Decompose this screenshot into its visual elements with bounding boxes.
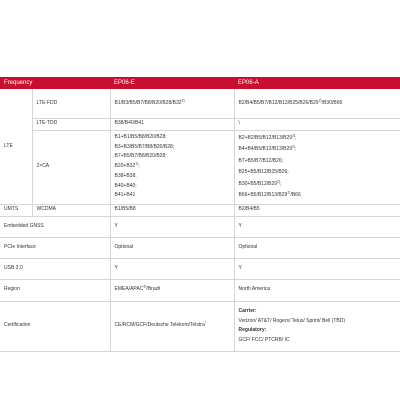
ca-a-note: 2) bbox=[287, 190, 291, 195]
lte-ca-label: 2×CA bbox=[32, 130, 110, 204]
row-lte-ca bbox=[0, 130, 400, 204]
lte-ca-ep06-a bbox=[234, 130, 400, 204]
umts-label: UMTS bbox=[0, 204, 32, 216]
ca-e-line: $B20+B32^{1)}$; bbox=[114, 161, 140, 170]
pcie-ep06-e: Optional bbox=[110, 237, 234, 258]
ca-a-line-text: B4+B4/B5/B12/B13/B29 bbox=[238, 146, 293, 152]
ca-a-line-text: B30+B5/B12/B29 bbox=[238, 180, 278, 187]
lte-fdd-a-text-end: /B30/B66 bbox=[321, 99, 343, 106]
ca-a-line-end: /B66 bbox=[290, 192, 301, 198]
header-ep06-e: EP06-E bbox=[110, 77, 234, 89]
ca-e-line-text: B20+B32 bbox=[114, 163, 136, 170]
cert-carrier-label: Carrier: bbox=[238, 308, 257, 314]
header-row bbox=[0, 77, 400, 89]
row-lte-tdd bbox=[0, 118, 400, 130]
ca-a-line: B25+B5/B12/B25/B26; bbox=[238, 169, 289, 175]
ca-a-line-end: ; bbox=[280, 180, 282, 187]
usb-label: USB 3.0 bbox=[0, 258, 110, 279]
spec-table bbox=[0, 77, 400, 352]
lte-fdd-a-text: B2/B4/B5/B7/B12/B13/B25/B26/B29 bbox=[238, 99, 319, 106]
gnss-ep06-e: Y bbox=[110, 216, 234, 237]
ca-a-line-end: ; bbox=[295, 134, 297, 141]
region-e-text: EMEA/APAC bbox=[114, 286, 144, 293]
cert-e-text: CE/RCM/GCF/Deutsche Telekom/Telstra bbox=[114, 322, 205, 329]
header-frequency: Frequency bbox=[0, 77, 110, 89]
region-e-text-end: /Brazil bbox=[146, 286, 161, 293]
ca-a-line bbox=[239, 190, 400, 202]
cert-regulatory-list: GCF/ FCC/ PTCRB/ IC bbox=[238, 336, 290, 343]
lte-fdd-ep06-e bbox=[110, 89, 234, 118]
region-ep06-e bbox=[110, 279, 234, 301]
ca-a-note: 2) bbox=[292, 144, 296, 149]
region-ep06-a: North America bbox=[234, 279, 400, 301]
cert-label: Certification bbox=[0, 301, 110, 351]
row-gnss bbox=[0, 216, 400, 237]
ca-e-note: 1) bbox=[135, 161, 139, 166]
lte-tdd-ep06-a: \ bbox=[234, 118, 400, 130]
ca-a-line: B7+B5/B7/B12/B26; bbox=[238, 157, 284, 164]
umts-sub-label: WCDMA bbox=[32, 204, 110, 216]
ca-a-line bbox=[239, 133, 400, 145]
ca-e-line: B3+B3/B5/B7/B8/B20/B28; bbox=[114, 143, 175, 150]
gnss-ep06-a: Y bbox=[234, 216, 400, 237]
cert-ep06-a bbox=[234, 301, 400, 351]
lte-fdd-e-note: 1) bbox=[181, 97, 185, 102]
row-certification bbox=[0, 301, 400, 351]
lte-fdd-a-note: 2) bbox=[318, 97, 322, 102]
ca-a-line bbox=[239, 179, 400, 191]
ca-a-line-end: ; bbox=[295, 146, 297, 152]
ca-e-line: B7+B5/B7/B8/B20/B28; bbox=[114, 153, 167, 160]
header-ep06-a: EP06-A bbox=[234, 77, 400, 89]
cert-e-note: * bbox=[204, 320, 207, 325]
pcie-label: PCIe Interface bbox=[0, 237, 110, 258]
ca-a-line-text: B66+B5/B12/B13/B29 bbox=[238, 192, 288, 198]
ca-e-line: B41+B41 bbox=[114, 192, 136, 199]
lte-fdd-ep06-a bbox=[234, 89, 400, 118]
cert-ep06-e bbox=[110, 301, 234, 351]
region-label: Region bbox=[0, 279, 110, 301]
lte-tdd-label: LTE-TDD bbox=[32, 118, 110, 130]
cert-regulatory-label: Regulatory: bbox=[238, 327, 267, 333]
umts-ep06-a: B2/B4/B5 bbox=[234, 204, 400, 216]
umts-ep06-e: B1/B5/B8 bbox=[110, 204, 234, 216]
row-region bbox=[0, 279, 400, 301]
pcie-ep06-a: Optional bbox=[234, 237, 400, 258]
ca-e-line: B1+B1/B5/B8/B20/B28; bbox=[114, 133, 167, 140]
ca-e-line: B40+B40; bbox=[114, 182, 137, 189]
lte-tdd-ep06-e: B38/B40/B41 bbox=[110, 118, 234, 130]
gnss-label: Embedded GNSS bbox=[0, 216, 110, 237]
ca-a-note: 2) bbox=[277, 178, 281, 183]
lte-label: LTE bbox=[0, 89, 32, 204]
row-lte-fdd bbox=[0, 89, 400, 118]
ca-a-line-text: B2+B2/B5/B12/B13/B29 bbox=[238, 134, 293, 141]
row-usb bbox=[0, 258, 400, 279]
ca-e-line: B38+B38; bbox=[114, 172, 137, 179]
row-pcie bbox=[0, 237, 400, 258]
usb-ep06-e: Y bbox=[110, 258, 234, 279]
lte-fdd-label: LTE-FDD bbox=[32, 89, 110, 118]
lte-ca-ep06-e bbox=[110, 130, 234, 204]
row-umts bbox=[0, 204, 400, 216]
ca-a-note: 2) bbox=[292, 132, 296, 137]
ca-a-line bbox=[239, 144, 400, 156]
cert-carrier-list: Verizon/ AT&T/ Rogers/ Telus/ Sprint/ Bell (TBD) bbox=[238, 317, 346, 324]
region-e-note: 3) bbox=[143, 284, 147, 289]
usb-ep06-a: Y bbox=[234, 258, 400, 279]
lte-fdd-e-text: B1/B3/B5/B7/B8/B20/B28/B32 bbox=[114, 99, 182, 106]
